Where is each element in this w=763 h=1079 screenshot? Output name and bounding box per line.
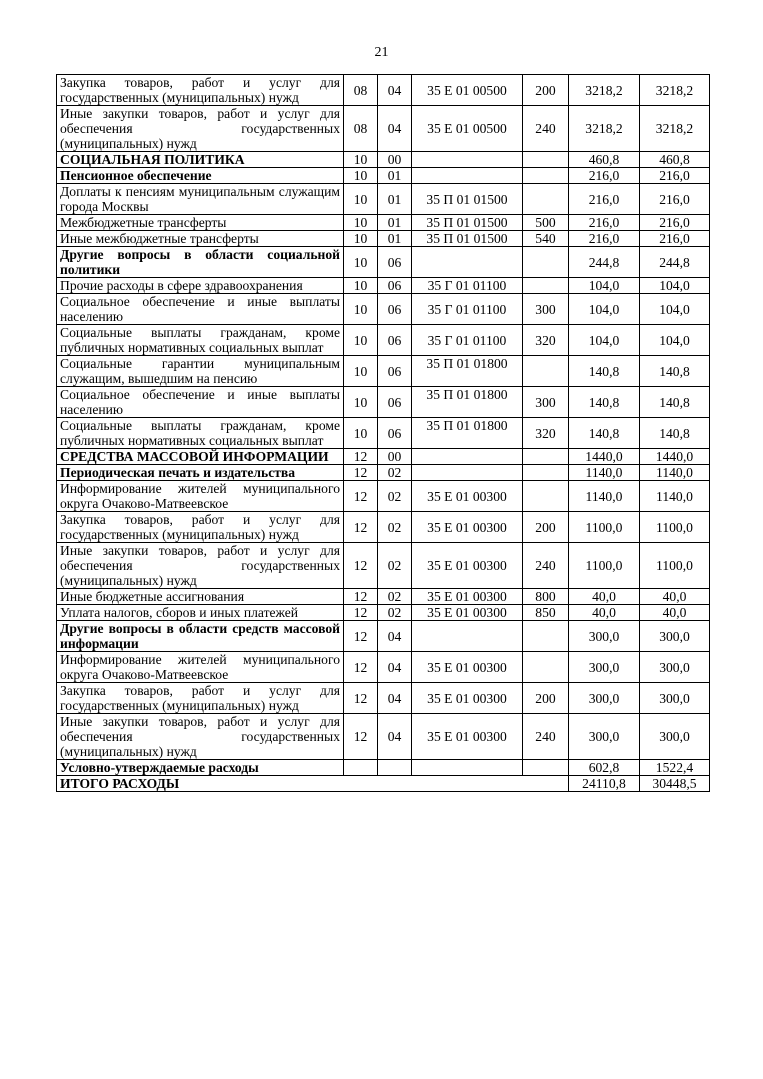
row-sum-year1: 216,0 — [569, 215, 640, 231]
row-subsection-code: 06 — [378, 278, 412, 294]
row-name: Иные закупки товаров, работ и услуг для обеспечения государственных (муниципальных) нужд — [57, 543, 344, 589]
row-expense-type: 320 — [523, 418, 569, 449]
table-row — [57, 589, 710, 605]
row-expense-type — [523, 356, 569, 387]
row-expense-type: 500 — [523, 215, 569, 231]
row-sum-year1: 104,0 — [569, 278, 640, 294]
table-row — [57, 247, 710, 278]
row-section-code: 12 — [344, 465, 378, 481]
total-label: ИТОГО РАСХОДЫ — [57, 776, 569, 792]
row-section-code: 10 — [344, 168, 378, 184]
row-expense-type — [523, 652, 569, 683]
total-sum-year2: 30448,5 — [640, 776, 710, 792]
row-expense-type — [523, 247, 569, 278]
row-subsection-code: 06 — [378, 325, 412, 356]
table-row — [57, 621, 710, 652]
table-row — [57, 294, 710, 325]
row-name: Межбюджетные трансферты — [57, 215, 344, 231]
row-section-code: 12 — [344, 481, 378, 512]
row-sum-year2: 244,8 — [640, 247, 710, 278]
row-subsection-code: 02 — [378, 605, 412, 621]
row-article-code: 35 Е 01 00300 — [412, 605, 523, 621]
row-expense-type: 200 — [523, 683, 569, 714]
row-subsection-code: 02 — [378, 512, 412, 543]
row-name: Периодическая печать и издательства — [57, 465, 344, 481]
table-row — [57, 168, 710, 184]
row-section-code: 10 — [344, 152, 378, 168]
row-sum-year2: 104,0 — [640, 278, 710, 294]
row-sum-year2: 1140,0 — [640, 465, 710, 481]
table-row — [57, 714, 710, 760]
row-sum-year2: 140,8 — [640, 356, 710, 387]
table-row — [57, 75, 710, 106]
row-section-code: 12 — [344, 589, 378, 605]
row-name: Социальное обеспечение и иные выплаты населению — [57, 387, 344, 418]
table-row — [57, 215, 710, 231]
row-expense-type — [523, 168, 569, 184]
row-sum-year2: 3218,2 — [640, 106, 710, 152]
row-section-code: 12 — [344, 512, 378, 543]
row-name: Закупка товаров, работ и услуг для государственных (муниципальных) нужд — [57, 683, 344, 714]
table-row — [57, 231, 710, 247]
row-name: Другие вопросы в области средств массовой информации — [57, 621, 344, 652]
budget-expenditure-table — [56, 74, 710, 792]
row-name: Пенсионное обеспечение — [57, 168, 344, 184]
row-subsection-code: 04 — [378, 714, 412, 760]
row-section-code: 10 — [344, 294, 378, 325]
table-row — [57, 356, 710, 387]
row-sum-year1: 300,0 — [569, 683, 640, 714]
row-section-code: 10 — [344, 418, 378, 449]
row-expense-type — [523, 481, 569, 512]
row-article-code: 35 Г 01 01100 — [412, 278, 523, 294]
row-article-code: 35 П 01 01500 — [412, 184, 523, 215]
row-name: Иные бюджетные ассигнования — [57, 589, 344, 605]
row-name: СРЕДСТВА МАССОВОЙ ИНФОРМАЦИИ — [57, 449, 344, 465]
row-subsection-code: 06 — [378, 247, 412, 278]
row-subsection-code: 00 — [378, 152, 412, 168]
row-sum-year1: 140,8 — [569, 418, 640, 449]
row-subsection-code: 04 — [378, 75, 412, 106]
row-sum-year1: 104,0 — [569, 325, 640, 356]
row-article-code: 35 Е 01 00300 — [412, 683, 523, 714]
row-sum-year2: 1100,0 — [640, 543, 710, 589]
row-subsection-code: 01 — [378, 231, 412, 247]
row-article-code: 35 Е 01 00300 — [412, 481, 523, 512]
row-section-code: 12 — [344, 605, 378, 621]
row-section-code: 12 — [344, 683, 378, 714]
row-sum-year2: 140,8 — [640, 418, 710, 449]
row-section-code: 10 — [344, 356, 378, 387]
row-sum-year1: 460,8 — [569, 152, 640, 168]
table-row — [57, 605, 710, 621]
row-article-code: 35 П 01 01800 — [412, 418, 523, 449]
row-name: Иные закупки товаров, работ и услуг для обеспечения государственных (муниципальных) нужд — [57, 106, 344, 152]
row-section-code: 12 — [344, 449, 378, 465]
row-sum-year2: 216,0 — [640, 215, 710, 231]
row-name: Информирование жителей муниципального округа Очаково-Матвеевское — [57, 481, 344, 512]
row-subsection-code: 06 — [378, 356, 412, 387]
row-sum-year2: 300,0 — [640, 652, 710, 683]
row-sum-year1: 1440,0 — [569, 449, 640, 465]
row-section-code: 10 — [344, 325, 378, 356]
table-row — [57, 418, 710, 449]
row-expense-type — [523, 184, 569, 215]
row-subsection-code: 02 — [378, 465, 412, 481]
row-name: Уплата налогов, сборов и иных платежей — [57, 605, 344, 621]
row-section-code: 10 — [344, 387, 378, 418]
row-section-code: 12 — [344, 543, 378, 589]
row-sum-year2: 1440,0 — [640, 449, 710, 465]
row-sum-year1: 3218,2 — [569, 75, 640, 106]
row-section-code: 12 — [344, 714, 378, 760]
row-article-code: 35 Е 01 00300 — [412, 512, 523, 543]
row-article-code — [412, 449, 523, 465]
row-sum-year2: 216,0 — [640, 184, 710, 215]
row-name: Доплаты к пенсиям муниципальным служащим города Москвы — [57, 184, 344, 215]
row-sum-year2: 1522,4 — [640, 760, 710, 776]
row-expense-type — [523, 278, 569, 294]
row-article-code — [412, 168, 523, 184]
row-expense-type — [523, 449, 569, 465]
row-sum-year2: 300,0 — [640, 621, 710, 652]
row-section-code: 08 — [344, 106, 378, 152]
row-subsection-code: 00 — [378, 449, 412, 465]
row-subsection-code: 01 — [378, 184, 412, 215]
row-expense-type: 300 — [523, 294, 569, 325]
row-name: Социальные гарантии муниципальным служащим, вышедшим на пенсию — [57, 356, 344, 387]
row-subsection-code: 04 — [378, 621, 412, 652]
row-article-code: 35 Г 01 01100 — [412, 325, 523, 356]
row-expense-type: 540 — [523, 231, 569, 247]
table-row — [57, 106, 710, 152]
row-sum-year2: 1140,0 — [640, 481, 710, 512]
row-article-code: 35 П 01 01500 — [412, 215, 523, 231]
row-sum-year2: 216,0 — [640, 231, 710, 247]
row-sum-year1: 602,8 — [569, 760, 640, 776]
row-article-code: 35 Е 01 00300 — [412, 714, 523, 760]
row-article-code — [412, 152, 523, 168]
row-name: Иные межбюджетные трансферты — [57, 231, 344, 247]
row-section-code: 10 — [344, 278, 378, 294]
row-article-code: 35 Г 01 01100 — [412, 294, 523, 325]
row-sum-year2: 104,0 — [640, 294, 710, 325]
row-sum-year1: 1140,0 — [569, 481, 640, 512]
row-sum-year1: 40,0 — [569, 605, 640, 621]
table-row — [57, 760, 710, 776]
table-row — [57, 512, 710, 543]
row-sum-year1: 104,0 — [569, 294, 640, 325]
row-expense-type — [523, 152, 569, 168]
table-row — [57, 325, 710, 356]
row-article-code: 35 Е 01 00300 — [412, 543, 523, 589]
row-subsection-code — [378, 760, 412, 776]
row-article-code: 35 Е 01 00500 — [412, 75, 523, 106]
row-expense-type: 240 — [523, 106, 569, 152]
row-name: Социальные выплаты гражданам, кроме публичных нормативных социальных выплат — [57, 325, 344, 356]
row-expense-type: 800 — [523, 589, 569, 605]
table-row — [57, 683, 710, 714]
row-sum-year1: 300,0 — [569, 621, 640, 652]
row-sum-year1: 40,0 — [569, 589, 640, 605]
row-subsection-code: 04 — [378, 652, 412, 683]
row-name: Закупка товаров, работ и услуг для государственных (муниципальных) нужд — [57, 75, 344, 106]
row-name: Прочие расходы в сфере здравоохранения — [57, 278, 344, 294]
row-sum-year2: 300,0 — [640, 714, 710, 760]
row-name: Закупка товаров, работ и услуг для государственных (муниципальных) нужд — [57, 512, 344, 543]
row-sum-year1: 3218,2 — [569, 106, 640, 152]
row-sum-year1: 1140,0 — [569, 465, 640, 481]
row-sum-year2: 460,8 — [640, 152, 710, 168]
row-sum-year1: 216,0 — [569, 168, 640, 184]
row-expense-type: 850 — [523, 605, 569, 621]
table-row — [57, 481, 710, 512]
row-subsection-code: 01 — [378, 168, 412, 184]
row-sum-year2: 3218,2 — [640, 75, 710, 106]
row-expense-type — [523, 465, 569, 481]
row-subsection-code: 02 — [378, 543, 412, 589]
row-subsection-code: 02 — [378, 481, 412, 512]
row-section-code: 08 — [344, 75, 378, 106]
row-section-code: 10 — [344, 184, 378, 215]
row-subsection-code: 06 — [378, 294, 412, 325]
row-sum-year1: 300,0 — [569, 714, 640, 760]
row-article-code: 35 Е 01 00300 — [412, 652, 523, 683]
row-sum-year1: 244,8 — [569, 247, 640, 278]
row-article-code: 35 Е 01 00500 — [412, 106, 523, 152]
row-expense-type — [523, 760, 569, 776]
row-article-code: 35 Е 01 00300 — [412, 589, 523, 605]
total-sum-year1: 24110,8 — [569, 776, 640, 792]
row-sum-year2: 40,0 — [640, 605, 710, 621]
row-sum-year1: 140,8 — [569, 387, 640, 418]
row-sum-year2: 300,0 — [640, 683, 710, 714]
row-subsection-code: 04 — [378, 683, 412, 714]
row-expense-type: 200 — [523, 512, 569, 543]
table-row — [57, 184, 710, 215]
table-row — [57, 387, 710, 418]
row-sum-year2: 216,0 — [640, 168, 710, 184]
row-name: Социальное обеспечение и иные выплаты населению — [57, 294, 344, 325]
row-name: Социальные выплаты гражданам, кроме публичных нормативных социальных выплат — [57, 418, 344, 449]
row-sum-year2: 104,0 — [640, 325, 710, 356]
row-name: Другие вопросы в области социальной политики — [57, 247, 344, 278]
row-sum-year2: 40,0 — [640, 589, 710, 605]
page-number: 21 — [374, 45, 389, 60]
row-sum-year1: 216,0 — [569, 184, 640, 215]
row-article-code: 35 П 01 01800 — [412, 387, 523, 418]
row-section-code: 10 — [344, 215, 378, 231]
row-name: Иные закупки товаров, работ и услуг для обеспечения государственных (муниципальных) нужд — [57, 714, 344, 760]
row-subsection-code: 06 — [378, 418, 412, 449]
row-article-code: 35 П 01 01800 — [412, 356, 523, 387]
row-sum-year2: 1100,0 — [640, 512, 710, 543]
table-row-total — [57, 776, 710, 792]
row-section-code: 10 — [344, 231, 378, 247]
table-row — [57, 152, 710, 168]
row-section-code: 10 — [344, 247, 378, 278]
row-section-code: 12 — [344, 652, 378, 683]
row-name: Условно-утверждаемые расходы — [57, 760, 344, 776]
row-sum-year1: 300,0 — [569, 652, 640, 683]
table-row — [57, 465, 710, 481]
row-subsection-code: 01 — [378, 215, 412, 231]
row-subsection-code: 06 — [378, 387, 412, 418]
row-expense-type: 320 — [523, 325, 569, 356]
row-article-code — [412, 621, 523, 652]
row-expense-type: 200 — [523, 75, 569, 106]
row-name: СОЦИАЛЬНАЯ ПОЛИТИКА — [57, 152, 344, 168]
table-row — [57, 652, 710, 683]
row-subsection-code: 04 — [378, 106, 412, 152]
row-sum-year1: 140,8 — [569, 356, 640, 387]
table-row — [57, 543, 710, 589]
row-expense-type: 240 — [523, 714, 569, 760]
row-name: Информирование жителей муниципального округа Очаково-Матвеевское — [57, 652, 344, 683]
row-article-code — [412, 760, 523, 776]
row-expense-type: 240 — [523, 543, 569, 589]
table-row — [57, 449, 710, 465]
row-section-code: 12 — [344, 621, 378, 652]
row-article-code — [412, 247, 523, 278]
row-sum-year1: 1100,0 — [569, 512, 640, 543]
table-body — [57, 75, 710, 792]
table-row — [57, 278, 710, 294]
row-sum-year2: 140,8 — [640, 387, 710, 418]
row-article-code — [412, 465, 523, 481]
row-sum-year1: 216,0 — [569, 231, 640, 247]
row-subsection-code: 02 — [378, 589, 412, 605]
row-section-code — [344, 760, 378, 776]
row-article-code: 35 П 01 01500 — [412, 231, 523, 247]
row-expense-type: 300 — [523, 387, 569, 418]
row-expense-type — [523, 621, 569, 652]
row-sum-year1: 1100,0 — [569, 543, 640, 589]
